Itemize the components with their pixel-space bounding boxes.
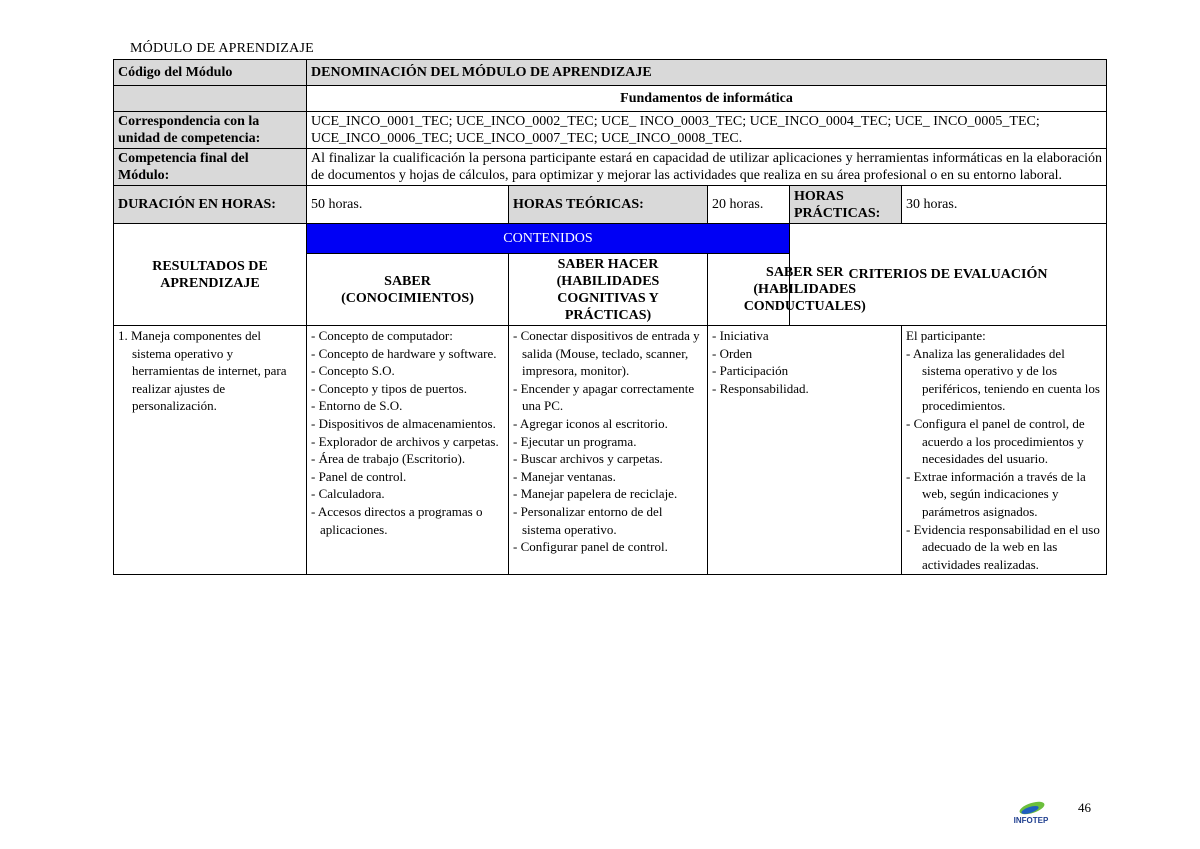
page-number: 46 bbox=[1078, 800, 1091, 815]
criterio-item: - Analiza las generalidades del sistema operativo y de los periféricos, teniendo en cuenta los procedimientos. bbox=[906, 345, 1100, 414]
content-row bbox=[114, 326, 1107, 575]
saber-item: - Concepto y tipos de puertos. bbox=[311, 380, 467, 396]
saber-hacer-item: - Configurar panel de control. bbox=[513, 539, 668, 555]
saber-hacer-item: - Buscar archivos y carpetas. bbox=[513, 451, 663, 467]
saber-ser-item: - Responsabilidad. bbox=[712, 380, 809, 396]
saber-item: - Concepto de computador: bbox=[311, 328, 453, 343]
criterio-item: - Extrae información a través de la web, según indicaciones y parámetros asignados. bbox=[906, 468, 1086, 519]
saber-item: - Explorador de archivos y carpetas. bbox=[311, 433, 499, 449]
module-name: Fundamentos de informática bbox=[307, 86, 1107, 112]
competencia-row bbox=[114, 149, 1107, 186]
saber-hacer-item: - Manejar papelera de reciclaje. bbox=[513, 486, 678, 502]
saber-item: - Entorno de S.O. bbox=[311, 398, 403, 414]
page-heading: MÓDULO DE APRENDIZAJE bbox=[130, 41, 314, 56]
saber-hacer-item: - Ejecutar un programa. bbox=[513, 433, 637, 449]
horas-practicas-value: 30 horas. bbox=[902, 186, 1107, 224]
saber-item: - Calculadora. bbox=[311, 486, 385, 502]
saber-list bbox=[311, 327, 504, 538]
contenidos-row bbox=[114, 224, 1107, 254]
saber-cell bbox=[307, 326, 509, 575]
resultados-header: RESULTADOS DE APRENDIZAJE bbox=[114, 224, 307, 326]
horas-practicas-label: HORAS PRÁCTICAS: bbox=[790, 186, 902, 224]
competencia-value: Al finalizar la cualificación la persona participante estará en capacidad de utilizar aplicaciones y herramientas informáticas en la elaboración de documentos y hojas de cálculos, para optimizar y mejorar las actividades que realiza en su área profesional o en su entorno laboral. bbox=[307, 149, 1107, 186]
saber-item: - Área de trabajo (Escritorio). bbox=[311, 451, 466, 467]
resultado-cell bbox=[114, 326, 307, 575]
contenidos-header: CONTENIDOS bbox=[307, 224, 790, 254]
empty-code-cell bbox=[114, 86, 307, 112]
saber-hacer-item: - Personalizar entorno de del sistema operativo. bbox=[513, 503, 663, 537]
module-name-row bbox=[114, 86, 1107, 112]
criterios-header: CRITERIOS DE EVALUACIÓN bbox=[790, 224, 1107, 326]
infotep-logo bbox=[1008, 799, 1054, 825]
horas-teoricas-label: HORAS TEÓRICAS: bbox=[509, 186, 708, 224]
codigo-label: Código del Módulo bbox=[114, 60, 307, 86]
saber-hacer-item: - Manejar ventanas. bbox=[513, 468, 616, 484]
saber-item: - Panel de control. bbox=[311, 468, 407, 484]
criterios-intro: El participante: bbox=[906, 328, 986, 343]
saber-item: - Concepto S.O. bbox=[311, 363, 395, 379]
saber-hacer-item: - Encender y apagar correctamente una PC. bbox=[513, 380, 695, 414]
saber-ser-item: - Iniciativa bbox=[712, 328, 769, 343]
saber-hacer-item: - Conectar dispositivos de entrada y salida (Mouse, teclado, scanner, impresora, monitor). bbox=[513, 328, 700, 379]
correspondencia-label: Correspondencia con la unidad de competencia: bbox=[114, 112, 307, 149]
logo-text: INFOTEP bbox=[1013, 816, 1049, 825]
horas-teoricas-value: 20 horas. bbox=[708, 186, 790, 224]
saber-header: SABER (CONOCIMIENTOS) bbox=[307, 254, 509, 326]
saber-ser-header: SABER SER (HABILIDADES CONDUCTUALES) bbox=[708, 254, 902, 326]
correspondencia-row bbox=[114, 112, 1107, 149]
criterios-list bbox=[906, 345, 1102, 574]
saber-hacer-cell bbox=[509, 326, 708, 575]
correspondencia-value: UCE_INCO_0001_TEC; UCE_INCO_0002_TEC; UCE_ INCO_0003_TEC; UCE_INCO_0004_TEC; UCE_ INCO_0005_TEC; UCE_INCO_0006_TEC; UCE_INCO_0007_TEC; UCE_INCO_0008_TEC. bbox=[307, 112, 1107, 149]
duracion-value: 50 horas. bbox=[307, 186, 509, 224]
duracion-label: DURACIÓN EN HORAS: bbox=[114, 186, 307, 224]
criterio-item: - Evidencia responsabilidad en el uso adecuado de la web en las actividades realizadas. bbox=[906, 521, 1100, 572]
saber-ser-list bbox=[712, 327, 897, 397]
criterio-item: - Configura el panel de control, de acuerdo a los procedimientos y necesidades del usuario. bbox=[906, 415, 1085, 467]
duracion-row bbox=[114, 186, 1107, 224]
saber-hacer-list bbox=[513, 327, 703, 556]
competencia-label: Competencia final del Módulo: bbox=[114, 149, 307, 186]
saber-item: - Concepto de hardware y software. bbox=[311, 345, 497, 361]
criterios-cell bbox=[902, 326, 1107, 575]
saber-hacer-item: - Agregar iconos al escritorio. bbox=[513, 415, 668, 431]
resultado-text: 1. Maneja componentes del sistema operativo y herramientas de internet, para realizar ajustes de personalización. bbox=[118, 328, 287, 414]
saber-ser-item: - Participación bbox=[712, 363, 789, 379]
saber-ser-item: - Orden bbox=[712, 345, 753, 361]
module-table bbox=[113, 59, 1107, 575]
saber-item: - Accesos directos a programas o aplicaciones. bbox=[311, 503, 483, 537]
saber-ser-cell bbox=[708, 326, 902, 575]
header-row bbox=[114, 60, 1107, 86]
saber-item: - Dispositivos de almacenamientos. bbox=[311, 415, 496, 431]
saber-hacer-header: SABER HACER (HABILIDADES COGNITIVAS Y PRÁCTICAS) bbox=[509, 254, 708, 326]
denominacion-label: DENOMINACIÓN DEL MÓDULO DE APRENDIZAJE bbox=[307, 60, 1107, 86]
